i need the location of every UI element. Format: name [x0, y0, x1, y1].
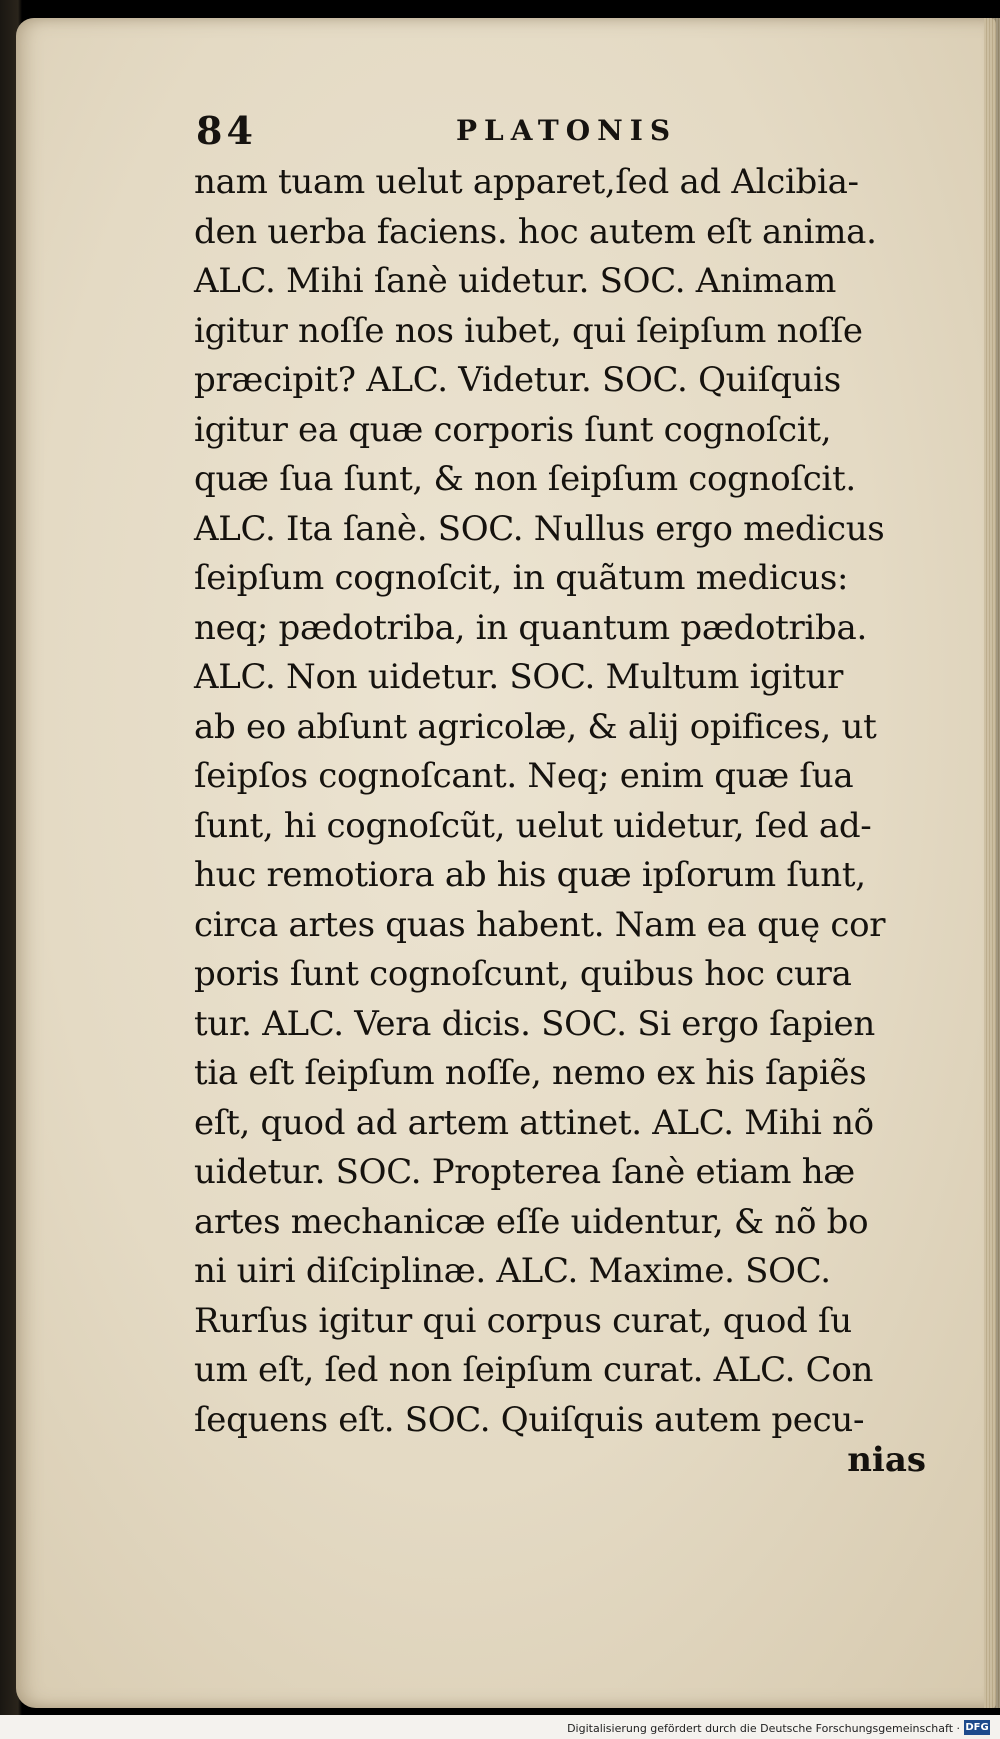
text-line: ALC. Ita ſanè. SOC. Nullus ergo medicus	[194, 508, 885, 549]
text-line: ni uiri diſciplinæ. ALC. Maxime. SOC.	[194, 1251, 831, 1291]
text-line: tur. ALC. Vera dicis. SOC. Si ergo ſapien	[194, 1003, 875, 1044]
text-line: ſeipſos cognoſcant. Neq; enim quæ ſua	[194, 756, 854, 796]
text-line: um eſt, ſed non ſeipſum curat. ALC. Con	[194, 1350, 874, 1390]
text-line: den uerba faciens. hoc autem eſt anima.	[194, 211, 877, 252]
page-edges	[984, 18, 1000, 1708]
dfg-logo-icon: DFG	[965, 1722, 989, 1733]
text-line: nam tuam uelut apparet,ſed ad Alcibia-	[194, 162, 859, 202]
footer-credit: Digitalisierung gefördert durch die Deutsche Forschungsgemeinschaft ·	[567, 1722, 960, 1735]
text-line: quæ ſua ſunt, & non ſeipſum cognoſcit.	[194, 459, 856, 499]
text-line: præcipit? ALC. Videtur. SOC. Quiſquis	[194, 360, 841, 400]
text-line: ALC. Mihi ſanè uidetur. SOC. Animam	[194, 261, 837, 301]
digitization-footer	[0, 1715, 1000, 1739]
text-line: poris ſunt cognoſcunt, quibus hoc cura	[194, 954, 852, 994]
text-line: igitur noſſe nos iubet, qui ſeipſum noſſe	[194, 310, 863, 351]
text-line: ALC. Non uidetur. SOC. Multum igitur	[194, 657, 844, 697]
page-header	[196, 108, 908, 153]
text-line: ab eo abſunt agricolæ, & alij opifices, ut	[194, 706, 877, 747]
text-line: circa artes quas habent. Nam ea quę cor	[194, 904, 886, 945]
running-head: PLATONIS	[456, 114, 678, 147]
text-line: tia eſt ſeipſum noſſe, nemo ex his ſapiẽs	[194, 1053, 867, 1093]
text-line: ſunt, hi cognoſcũt, uelut uidetur, ſed ad-	[194, 805, 872, 846]
text-line: uidetur. SOC. Propterea ſanè etiam hæ	[194, 1152, 855, 1192]
text-line: ſeipſum cognoſcit, in quãtum medicus:	[194, 558, 849, 598]
text-line: ſequens eſt. SOC. Quiſquis autem pecu-	[194, 1399, 865, 1440]
text-line: huc remotiora ab his quæ ipſorum ſunt,	[194, 855, 866, 895]
text-line: eſt, quod ad artem attinet. ALC. Mihi nõ	[194, 1102, 874, 1143]
text-line: Rurſus igitur qui corpus curat, quod ſu	[194, 1300, 852, 1341]
page-number: 84	[196, 108, 257, 153]
text-line: igitur ea quæ corporis ſunt cognoſcit,	[194, 409, 832, 450]
text-line: neq; pædotriba, in quantum pædotriba.	[194, 607, 867, 648]
text-block	[194, 158, 934, 1445]
catchword: nias	[847, 1440, 926, 1480]
text-line: artes mechanicæ eſſe uidentur, & nõ bo	[194, 1201, 869, 1242]
